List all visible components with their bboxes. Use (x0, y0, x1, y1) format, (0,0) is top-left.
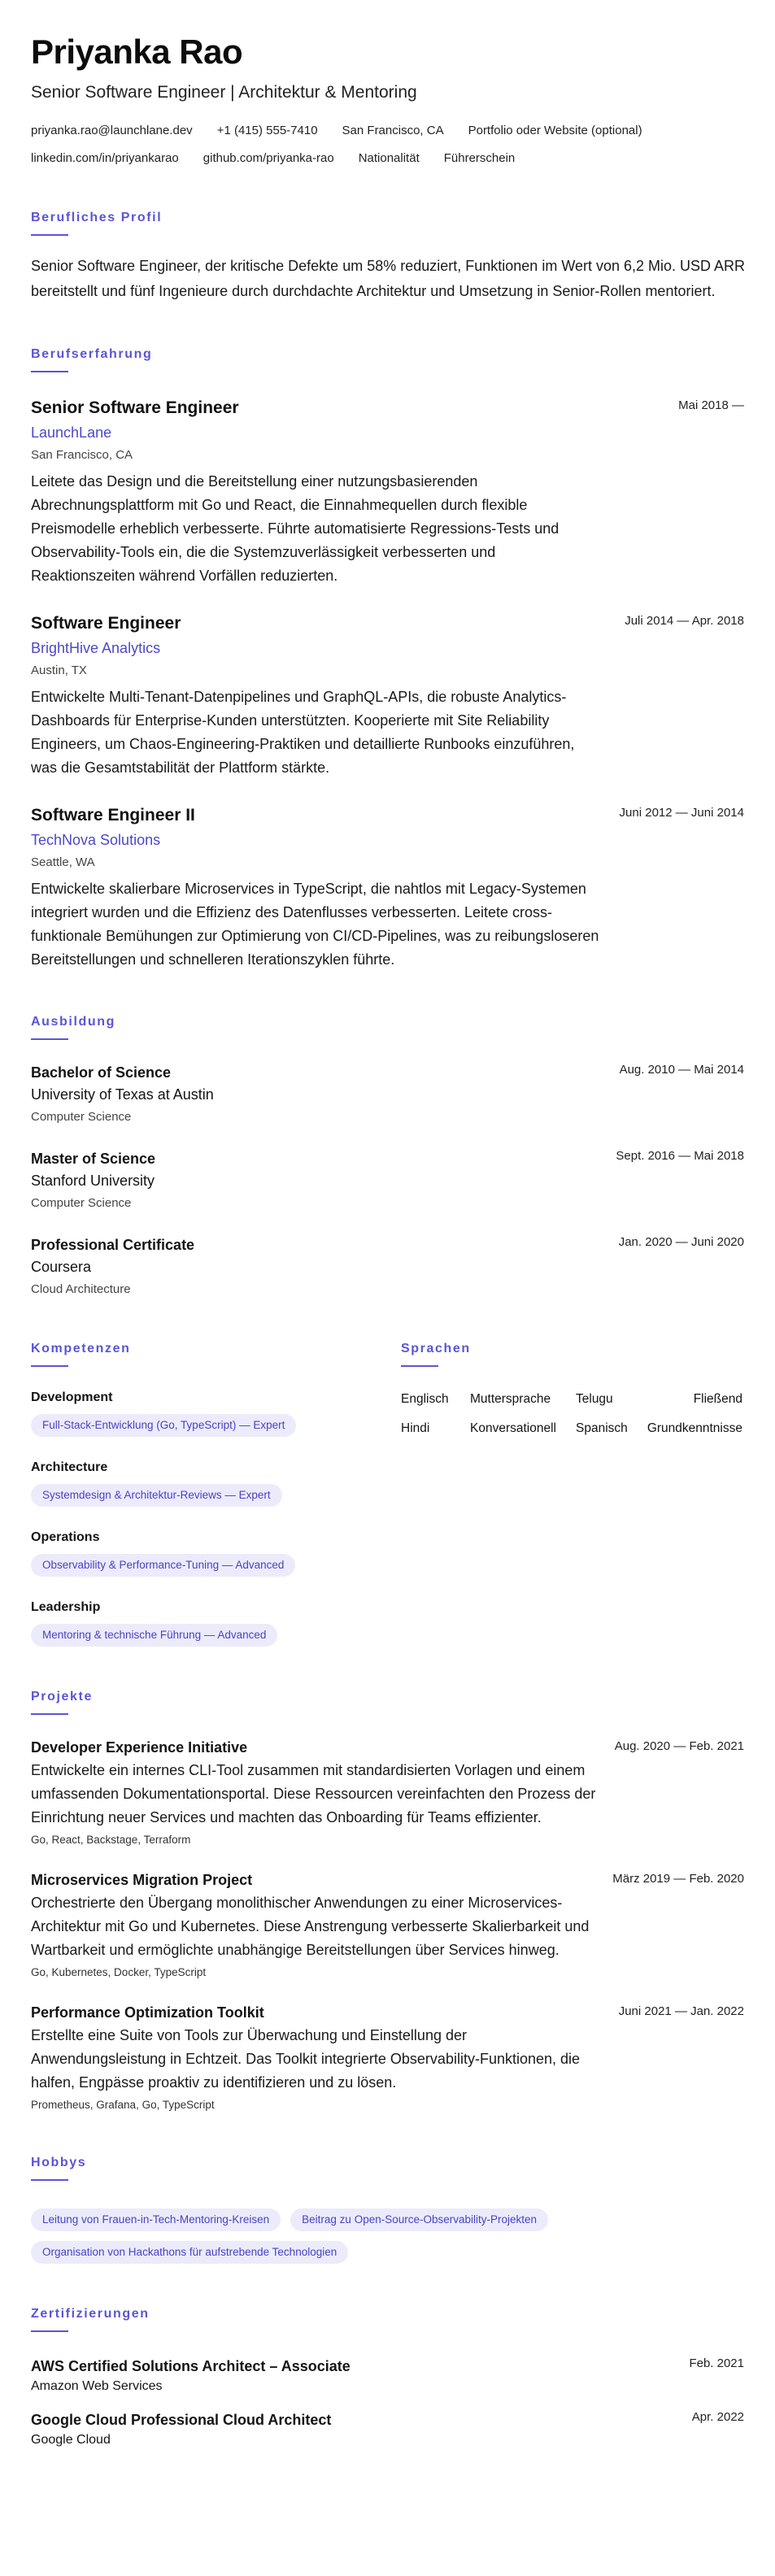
contact-phone: +1 (415) 555-7410 (216, 124, 318, 137)
certification-entry (31, 2410, 744, 2449)
education-section (31, 1014, 744, 1299)
contact-license: Führerschein (443, 151, 516, 165)
section-title: Berufserfahrung (31, 347, 153, 361)
job-company: LaunchLane (31, 424, 112, 441)
contact-github: github.com/priyanka-rao (202, 151, 334, 165)
job-description: Entwickelte Multi-Tenant-Datenpipelines und GraphQL-APIs, die robuste Analytics-Dashboards für Enterprise-Kunden unterstützten. Kooperierte mit Site Reliability Engineers, um Chaos-Engineering-Praktiken und detaillierte Runbooks einzuführen, was die Gesamtstabilität der Plattform stärkte. (31, 689, 575, 776)
skills-languages-row (31, 1341, 744, 1647)
project-tech: Go, React, Backstage, Terraform (31, 1834, 191, 1846)
contact-email: priyanka.rao@launchlane.dev (31, 124, 193, 137)
education-date: Jan. 2020 — Juni 2020 (618, 1235, 744, 1249)
section-underline (31, 2330, 68, 2332)
contact-location: San Francisco, CA (342, 124, 444, 137)
hobby-list (31, 2199, 747, 2264)
profile-text: Senior Software Engineer, der kritische Defekte um 58% reduziert, Funktionen im Wert von 6,2 Mio. USD ARR bereitstellt und fünf Ingenieure durch durchdachte Architektur und Umsetzung in Senior-Rollen mentoriert. (31, 258, 746, 299)
hobby-pill: Beitrag zu Open-Source-Observability-Projekten (290, 2208, 548, 2231)
skill-group (31, 1530, 401, 1577)
skills-section (31, 1341, 401, 1647)
job-entry (31, 397, 744, 588)
experience-section (31, 346, 744, 972)
project-entry (31, 1738, 744, 1847)
section-title: Projekte (31, 1690, 93, 1704)
hobbies-section (31, 2155, 744, 2264)
section-underline (31, 371, 68, 372)
languages-table (401, 1391, 742, 1437)
job-location: Austin, TX (31, 664, 87, 677)
section-title: Zertifizierungen (31, 2307, 150, 2321)
hobby-pill: Leitung von Frauen-in-Tech-Mentoring-Kreisen (31, 2208, 281, 2231)
language-name: Telugu (576, 1392, 613, 1406)
job-date: Mai 2018 — (678, 398, 744, 412)
skill-pill: Systemdesign & Architektur-Reviews — Expert (31, 1484, 282, 1507)
skill-pill: Mentoring & technische Führung — Advanced (31, 1624, 277, 1647)
education-date: Sept. 2016 — Mai 2018 (616, 1149, 744, 1163)
section-title: Hobbys (31, 2156, 87, 2169)
job-date: Juli 2014 — Apr. 2018 (625, 614, 744, 628)
job-company: BrightHive Analytics (31, 640, 161, 656)
education-entry (31, 1235, 744, 1299)
contact-info (31, 122, 744, 168)
certification-date: Feb. 2021 (689, 2356, 744, 2370)
certification-name: Google Cloud Professional Cloud Architect (31, 2412, 332, 2428)
education-entry (31, 1063, 744, 1126)
language-row (401, 1421, 742, 1437)
contact-nationality: Nationalität (358, 151, 420, 165)
project-date: März 2019 — Feb. 2020 (612, 1872, 744, 1886)
profile-section (31, 210, 744, 304)
language-name: Hindi (401, 1421, 430, 1435)
language-row (401, 1391, 742, 1408)
project-description: Erstellte eine Suite von Tools zur Überwachung und Einstellung der Anwendungsleistung in Echtzeit. Das Toolkit integrierte Observability-Funktionen, die halfen, Engpässe proaktiv zu identifizieren und zu lösen. (31, 2027, 581, 2091)
section-title: Ausbildung (31, 1015, 115, 1029)
hobby-pill: Organisation von Hackathons für aufstrebende Technologien (31, 2241, 348, 2264)
contact-linkedin: linkedin.com/in/priyankarao (31, 151, 179, 165)
skill-pill: Observability & Performance-Tuning — Advanced (31, 1554, 295, 1577)
language-level: Konversationell (470, 1421, 556, 1435)
certification-name: AWS Certified Solutions Architect – Associate (31, 2358, 350, 2374)
job-description: Leitete das Design und die Bereitstellung einer nutzungsbasierenden Abrechnungsplattform mit Go und React, die Einnahmequellen durch flexible Preismodelle erheblich verbesserte. Führte automatisierte Regressions-Tests und Observability-Tools ein, die die Systemzuverlässigkeit verbesserten und Reaktionszeiten während Vorfällen reduzierten. (31, 473, 559, 584)
job-title: Software Engineer II (31, 806, 195, 825)
section-underline (401, 1365, 438, 1367)
education-entry (31, 1149, 744, 1212)
job-entry (31, 612, 744, 780)
skill-category: Leadership (31, 1600, 101, 1614)
education-degree: Bachelor of Science (31, 1064, 172, 1081)
languages-section (401, 1341, 742, 1647)
job-company: TechNova Solutions (31, 832, 161, 848)
job-location: San Francisco, CA (31, 448, 133, 462)
job-title: Software Engineer (31, 614, 181, 633)
section-underline (31, 1713, 68, 1715)
education-field: Computer Science (31, 1196, 132, 1210)
project-entry (31, 1870, 744, 1980)
candidate-subtitle: Senior Software Engineer | Architektur & Mentoring (31, 83, 417, 102)
education-field: Computer Science (31, 1110, 132, 1124)
project-entry (31, 2003, 744, 2113)
skill-category: Architecture (31, 1460, 108, 1474)
section-title: Sprachen (401, 1342, 471, 1355)
certification-date: Apr. 2022 (691, 2410, 744, 2424)
language-name: Spanisch (576, 1421, 628, 1435)
job-location: Seattle, WA (31, 855, 95, 869)
project-description: Entwickelte ein internes CLI-Tool zusammen mit standardisierten Vorlagen und einem umfassenden Dokumentationsportal. Diese Ressourcen vereinfachten den Prozess der Einrichtung neuer Services und machten das Onboarding für Teams effizienter. (31, 1762, 596, 1825)
resume-header (31, 33, 744, 168)
project-tech: Prometheus, Grafana, Go, TypeScript (31, 2099, 215, 2111)
language-level: Fließend (693, 1392, 742, 1406)
job-description: Entwickelte skalierbare Microservices in TypeScript, die nahtlos mit Legacy-Systemen integriert wurden und die Effizienz des Datenflusses verbesserten. Leitete cross-funktionale Bemühungen zur Optimierung von CI/CD-Pipelines, was zu reibungsloseren Bereitstellungen und schnelleren Iterationszyklen führte. (31, 881, 599, 968)
project-title: Microservices Migration Project (31, 1872, 253, 1888)
skill-category: Operations (31, 1530, 100, 1544)
contact-portfolio: Portfolio oder Website (optional) (468, 124, 642, 137)
education-school: University of Texas at Austin (31, 1086, 214, 1103)
project-title: Performance Optimization Toolkit (31, 2004, 264, 2021)
education-degree: Professional Certificate (31, 1237, 195, 1253)
candidate-name: Priyanka Rao (31, 33, 243, 71)
section-title: Berufliches Profil (31, 211, 163, 224)
section-underline (31, 1038, 68, 1040)
certification-entry (31, 2356, 744, 2395)
project-date: Juni 2021 — Jan. 2022 (618, 2004, 744, 2018)
job-title: Senior Software Engineer (31, 398, 239, 417)
skill-group (31, 1599, 401, 1647)
certification-issuer: Google Cloud (31, 2433, 111, 2447)
education-degree: Master of Science (31, 1151, 156, 1167)
education-date: Aug. 2010 — Mai 2014 (619, 1063, 744, 1077)
certification-issuer: Amazon Web Services (31, 2379, 163, 2393)
education-school: Stanford University (31, 1173, 155, 1189)
language-level: Grundkenntnisse (647, 1421, 742, 1435)
project-tech: Go, Kubernetes, Docker, TypeScript (31, 1966, 207, 1978)
education-school: Coursera (31, 1259, 92, 1275)
skill-category: Development (31, 1390, 113, 1404)
project-title: Developer Experience Initiative (31, 1739, 248, 1756)
project-description: Orchestrierte den Übergang monolithischer Anwendungen zu einer Microservices-Architektur mit Go und Kubernetes. Diese Anstrengung verbesserte Skalierbarkeit und Wartbarkeit und ermöglichte unabhängige Bereitstellungen über Services hinweg. (31, 1895, 590, 1958)
skill-pill: Full-Stack-Entwicklung (Go, TypeScript) — Expert (31, 1414, 296, 1437)
section-title: Kompetenzen (31, 1342, 131, 1355)
language-name: Englisch (401, 1392, 449, 1406)
education-field: Cloud Architecture (31, 1282, 131, 1296)
job-entry (31, 804, 744, 972)
skill-group (31, 1460, 401, 1507)
job-date: Juni 2012 — Juni 2014 (619, 806, 744, 820)
section-underline (31, 234, 68, 236)
projects-section (31, 1689, 744, 2113)
language-level: Muttersprache (470, 1392, 551, 1406)
project-date: Aug. 2020 — Feb. 2021 (614, 1739, 744, 1753)
section-underline (31, 2179, 68, 2181)
section-underline (31, 1365, 68, 1367)
certifications-section (31, 2306, 744, 2449)
skill-group (31, 1390, 401, 1437)
